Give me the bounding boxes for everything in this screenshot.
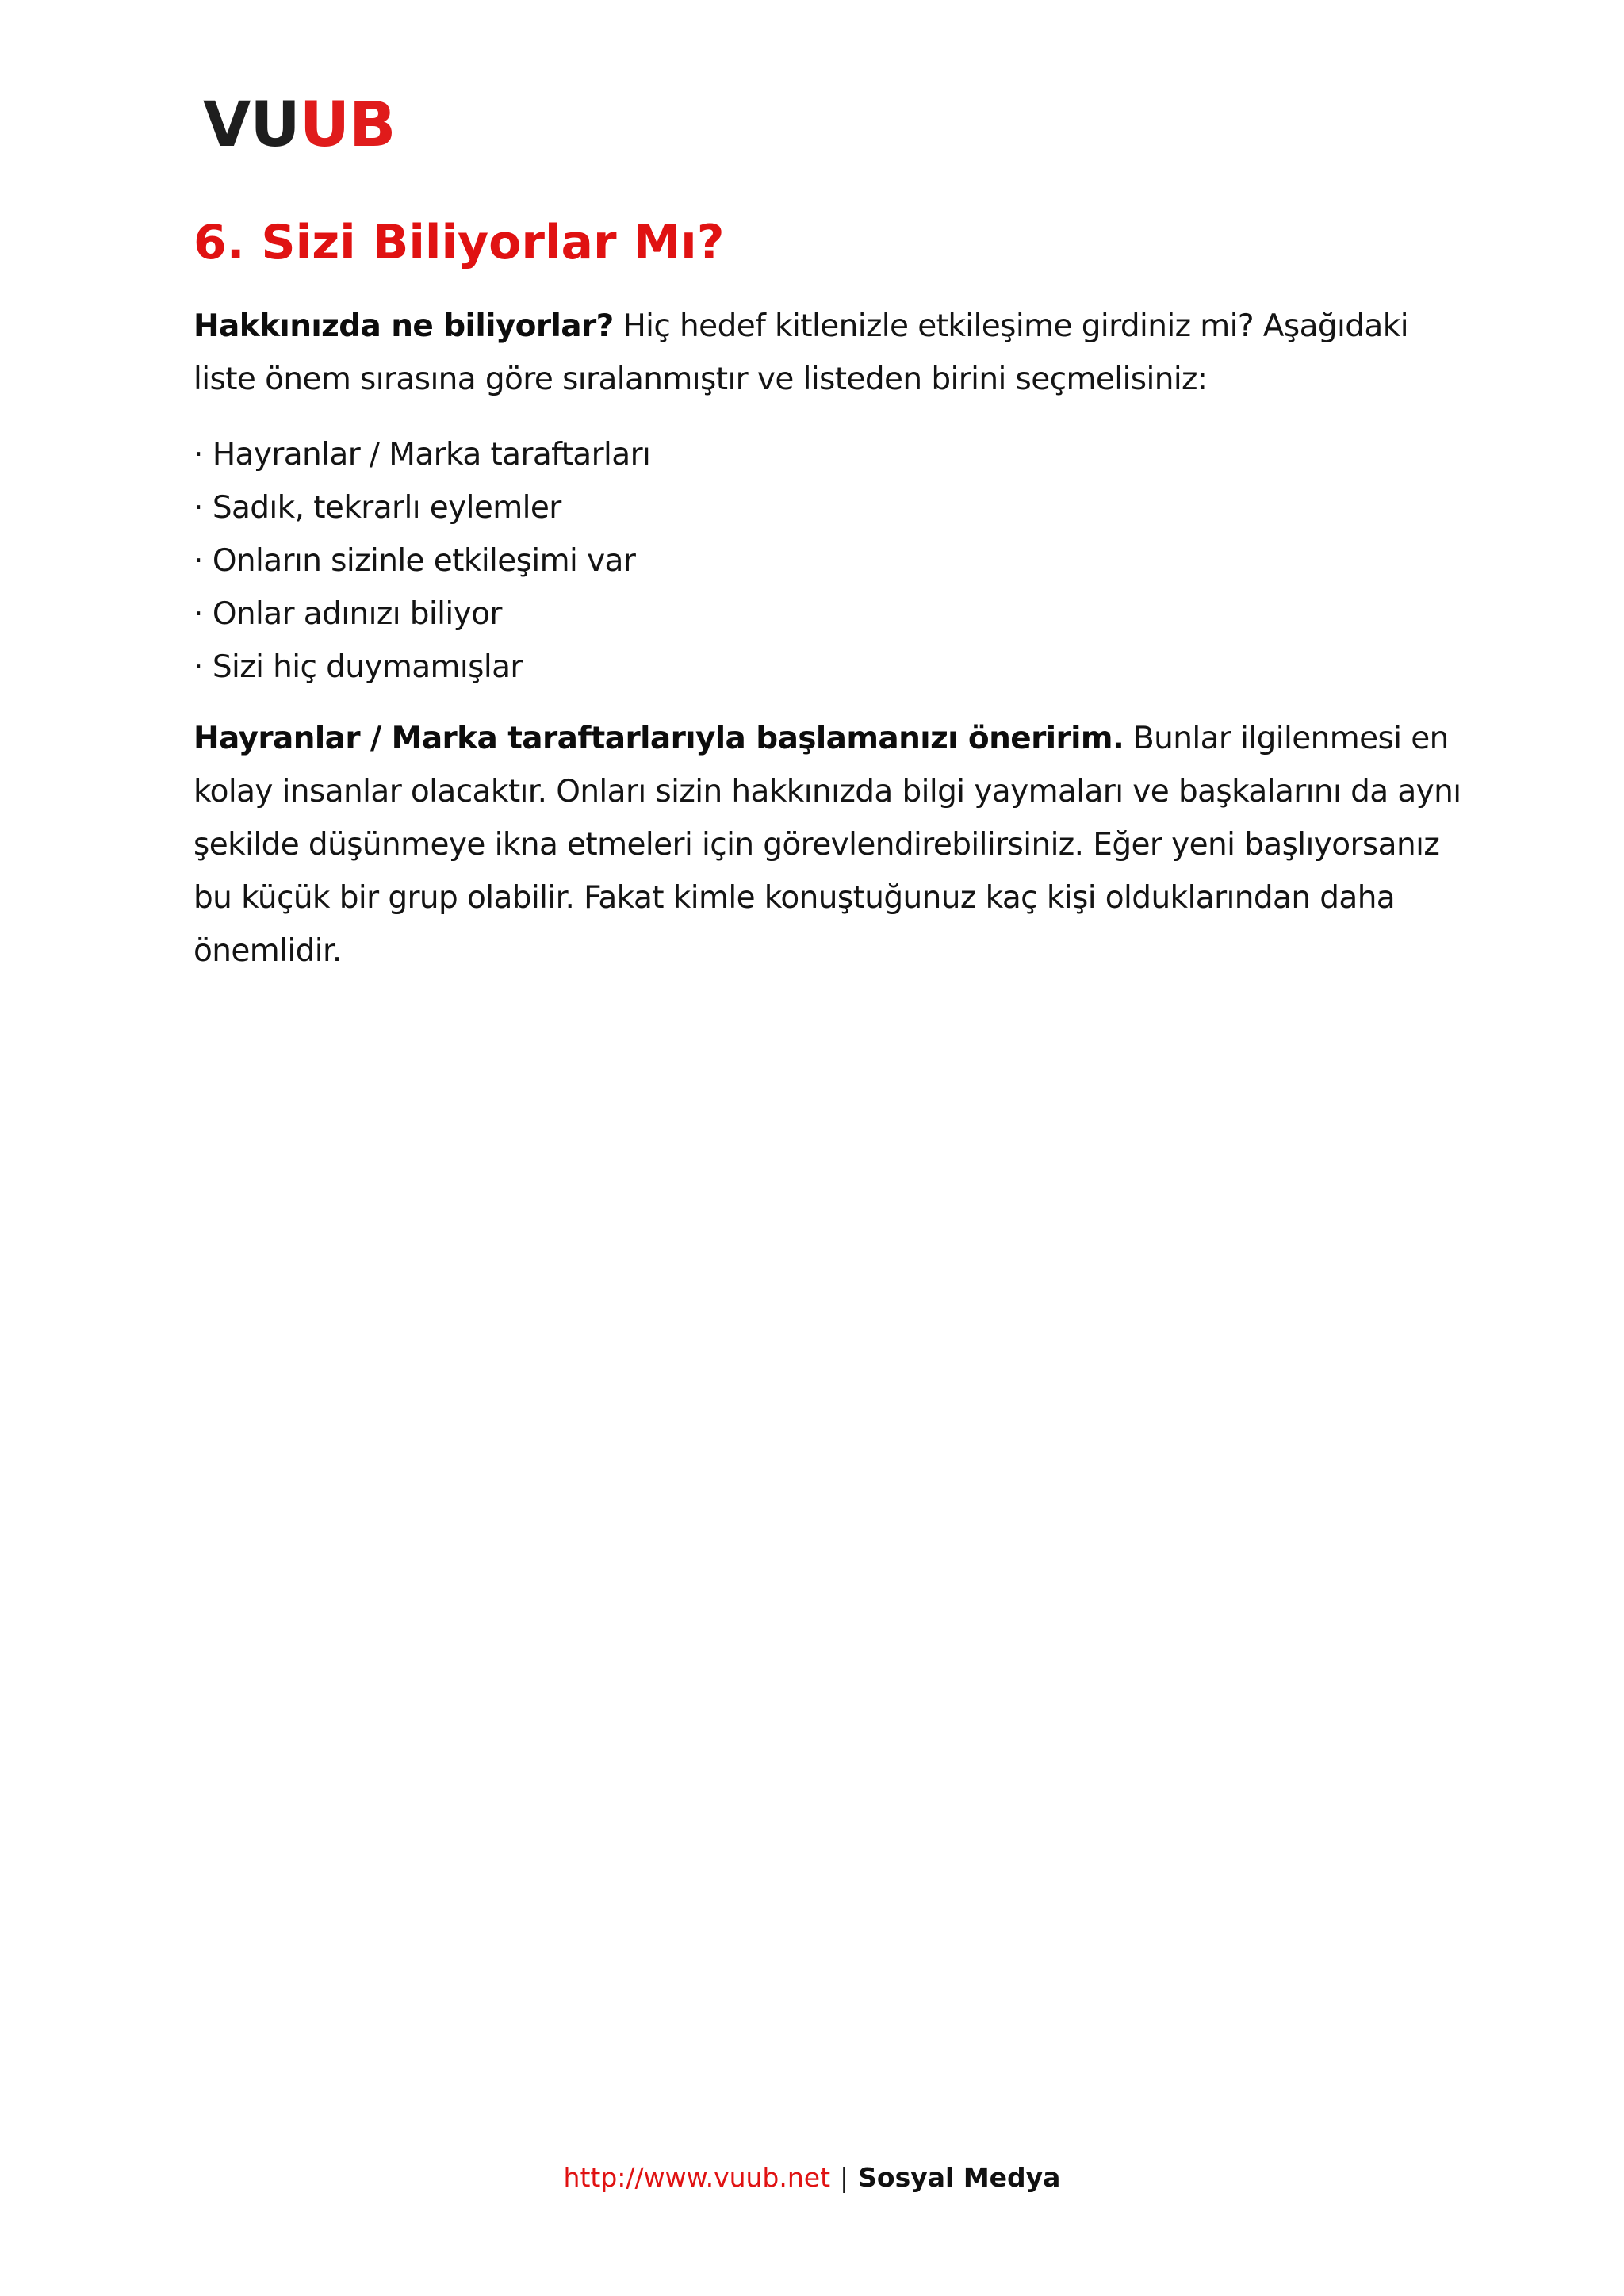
bullet-dot: · [193, 649, 203, 685]
bullet-dot: · [193, 437, 203, 473]
recommendation-paragraph-text: Bunlar ilgilenmesi en kolay insanlar olacaktır. Onları sizin hakkınızda bilgi yaymaları ve başkalarını da aynı şekilde düşünmeye ikna etmeleri için görevlendirebilirsiniz. Eğer yeni başlıyorsanız bu küçük bir grup olabilir. Fakat kimle konuştuğunuz kaç kişi olduklarından daha önemlidir. [193, 721, 1461, 969]
list-item-text: Sadık, tekrarlı eylemler [212, 490, 561, 526]
intro-paragraph-text: Hiç hedef kitlenizle etkileşime girdiniz mi? Aşağıdaki liste önem sırasına göre sıralanmıştır ve listeden birini seçmelisiniz: [193, 308, 1408, 397]
footer-separator: | [840, 2162, 849, 2193]
recommendation-paragraph-bold: Hayranlar / Marka taraftarlarıyla başlamanızı öneririm. [193, 721, 1124, 756]
section-heading: 6. Sizi Biliyorlar Mı? [193, 215, 725, 270]
vuub-logo [203, 90, 396, 161]
footer-section-title: Sosyal Medya [858, 2162, 1061, 2193]
page-footer [0, 2158, 1624, 2198]
footer-url-link[interactable]: http://www.vuub.net [563, 2162, 831, 2193]
recommendation-paragraph [193, 712, 1462, 978]
bullet-dot: · [193, 490, 203, 526]
audience-list [193, 428, 650, 694]
list-item-text: Onların sizinle etkileşimi var [212, 543, 636, 579]
logo-part-red: UB [299, 90, 396, 161]
logo-part-dark: VU [203, 90, 300, 161]
bullet-dot: · [193, 596, 203, 632]
list-item [193, 534, 650, 587]
list-item [193, 481, 650, 534]
list-item-text: Sizi hiç duymamışlar [212, 649, 523, 685]
bullet-dot: · [193, 543, 203, 579]
intro-paragraph [193, 300, 1462, 406]
list-item-text: Onlar adınızı biliyor [212, 596, 502, 632]
list-item [193, 428, 650, 481]
list-item [193, 641, 650, 694]
list-item [193, 587, 650, 641]
list-item-text: Hayranlar / Marka taraftarları [212, 437, 651, 473]
intro-paragraph-bold: Hakkınızda ne biliyorlar? [193, 308, 614, 344]
